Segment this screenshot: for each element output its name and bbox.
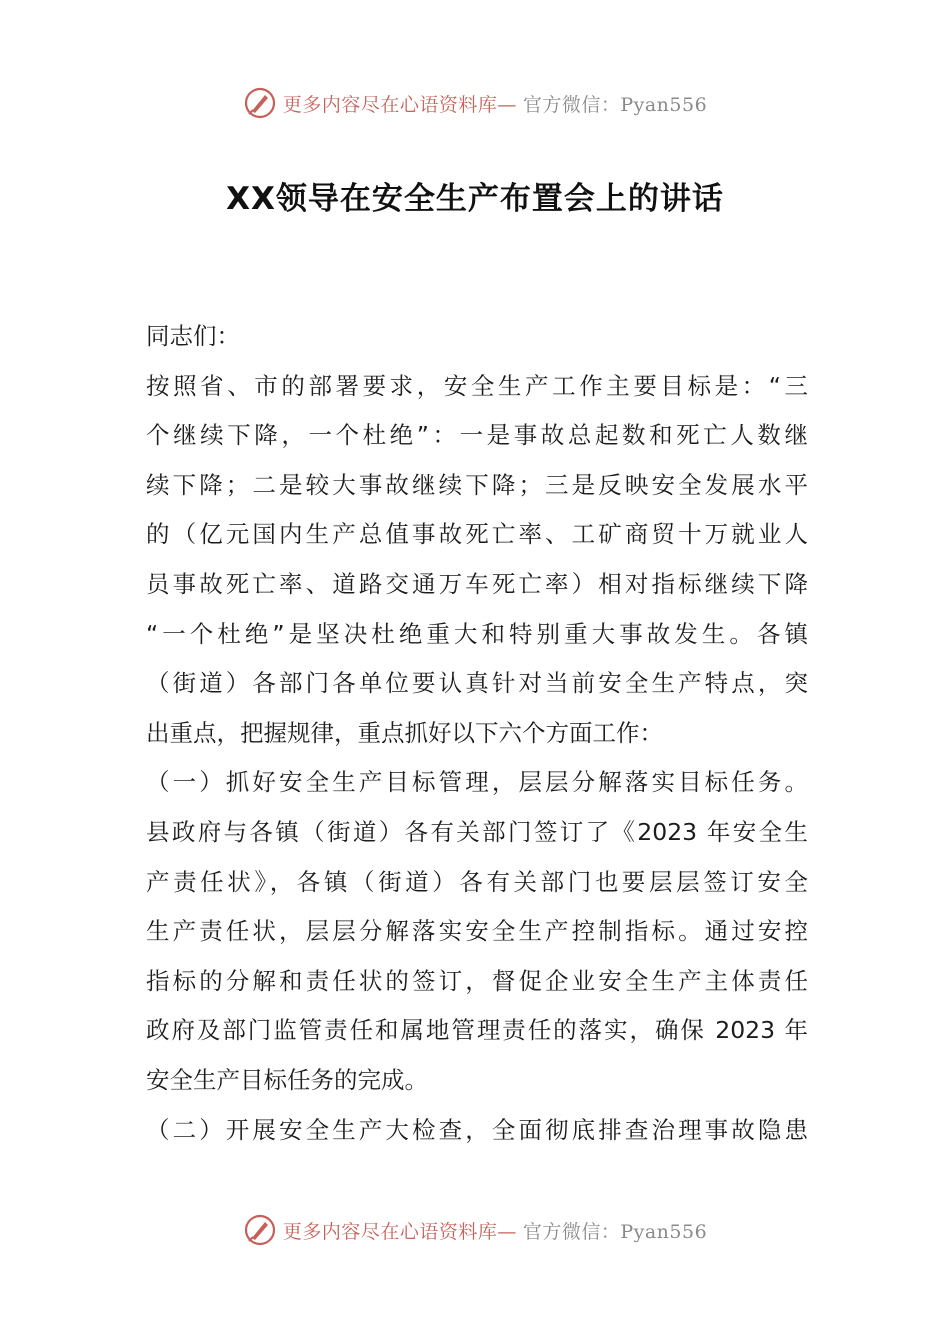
body-line: “一个杜绝”是坚决杜绝重大和特别重大事故发生。各镇 bbox=[146, 619, 808, 648]
body-line: 生产责任状，层层分解落实安全生产控制指标。通过安控 bbox=[146, 917, 808, 946]
header-watermark-banner bbox=[0, 83, 950, 123]
banner-wechat-text: 官方微信：Pyan556 bbox=[522, 1220, 708, 1243]
body-line: 产责任状》，各镇（街道）各有关部门也要层层签订安全 bbox=[146, 867, 808, 896]
body-line: 按照省、市的部署要求，安全生产工作主要目标是：“三 bbox=[146, 371, 808, 400]
body-line: 员事故死亡率、道路交通万车死亡率）相对指标继续下降 bbox=[146, 569, 808, 598]
body-line: （街道）各部门各单位要认真针对当前安全生产特点，突 bbox=[146, 669, 808, 698]
body-line: 指标的分解和责任状的签订，督促企业安全生产主体责任 bbox=[146, 966, 808, 995]
salutation-line: 同志们： bbox=[146, 322, 240, 350]
body-line: 个继续下降，一个杜绝”：一是事故总起数和死亡人数继 bbox=[146, 421, 808, 450]
quill-pen-logo-icon bbox=[243, 1213, 277, 1247]
banner-brand-text: 更多内容尽在心语资料库— bbox=[282, 93, 517, 116]
body-line: 县政府与各镇（街道）各有关部门签订了《2023 年安全生 bbox=[146, 817, 808, 846]
document-body bbox=[146, 312, 808, 1155]
body-line: 出重点，把握规律，重点抓好以下六个方面工作： bbox=[146, 718, 663, 747]
body-line: 安全生产目标任务的完成。 bbox=[146, 1065, 428, 1094]
footer-watermark-banner bbox=[0, 1210, 950, 1250]
banner-wechat-text: 官方微信：Pyan556 bbox=[522, 93, 708, 116]
body-line: 政府及部门监管责任和属地管理责任的落实，确保 2023 年 bbox=[146, 1016, 808, 1045]
banner-brand-text: 更多内容尽在心语资料库— bbox=[282, 1220, 517, 1243]
quill-pen-logo-icon bbox=[243, 86, 277, 120]
section-heading-1: （一）抓好安全生产目标管理，层层分解落实目标任务。 bbox=[146, 768, 808, 797]
body-line: 续下降；二是较大事故继续下降；三是反映安全发展水平 bbox=[146, 470, 808, 499]
document-title: XX领导在安全生产布置会上的讲话 bbox=[226, 181, 724, 217]
body-line: 的（亿元国内生产总值事故死亡率、工矿商贸十万就业人 bbox=[146, 520, 808, 549]
section-heading-2: （二）开展安全生产大检查，全面彻底排查治理事故隐患 bbox=[146, 1115, 808, 1144]
